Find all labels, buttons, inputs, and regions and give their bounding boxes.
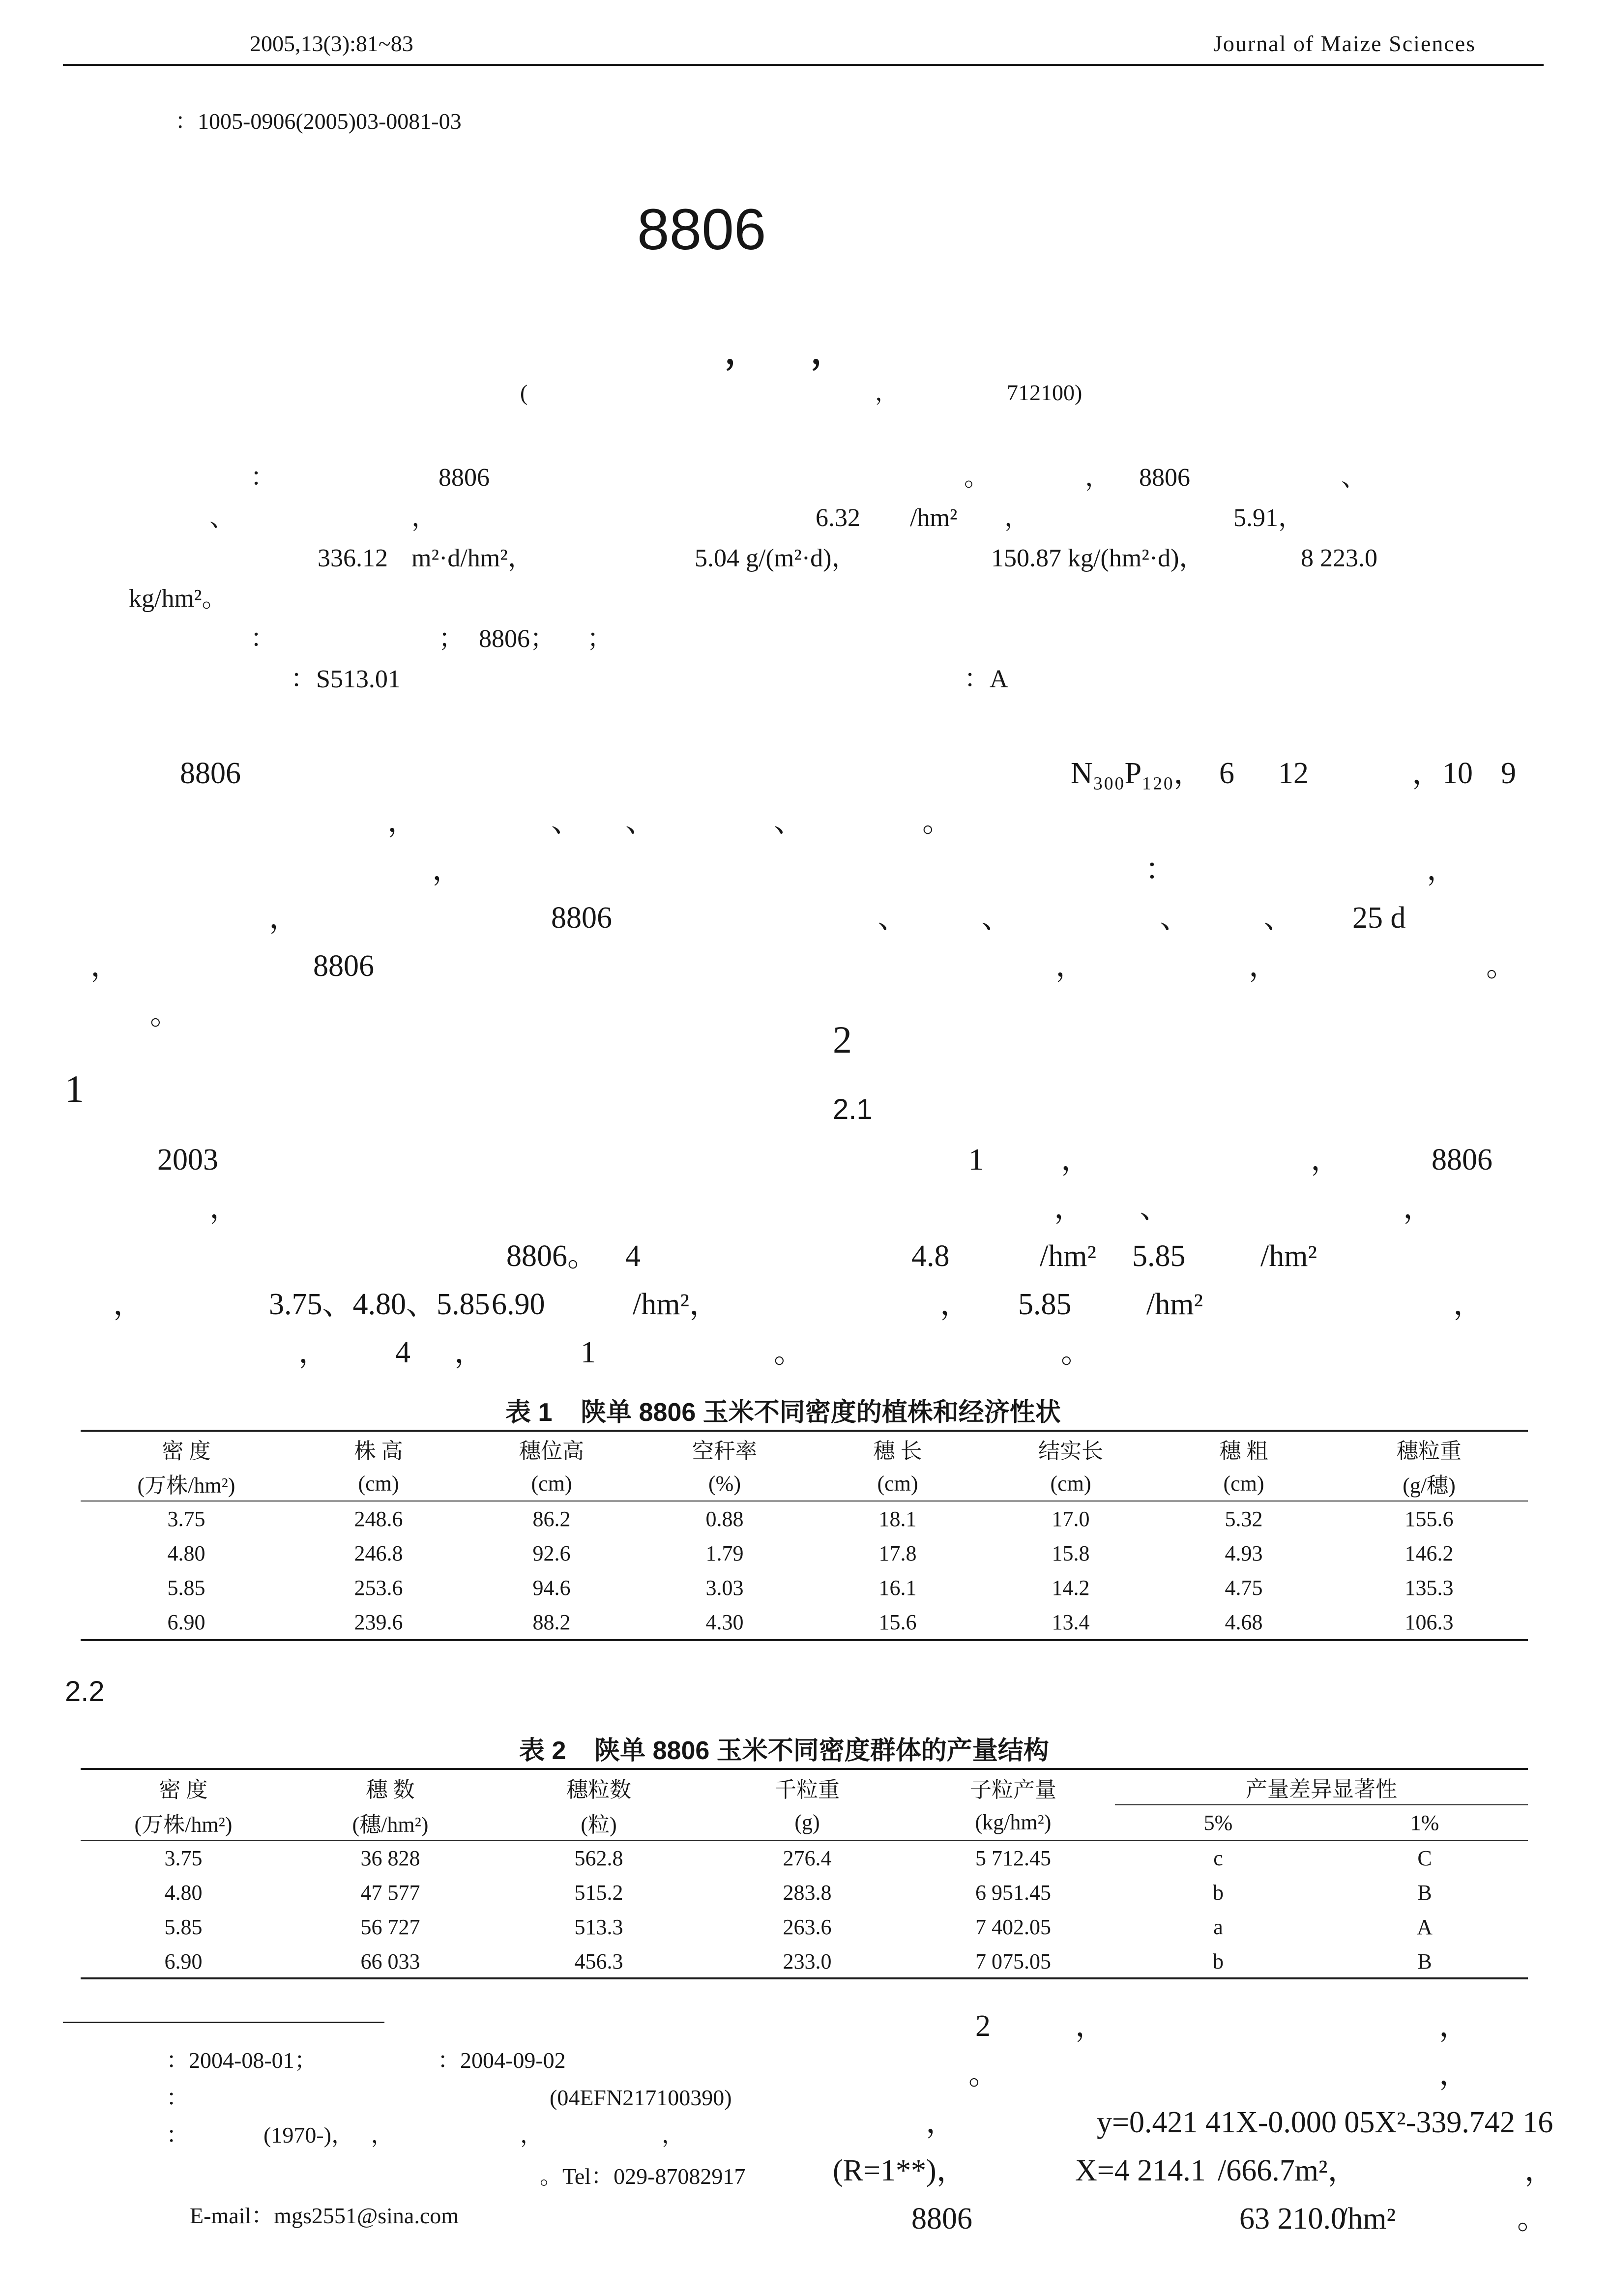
t1-u-plant-height: (cm): [358, 1471, 399, 1496]
text-fragment: 25 d: [1352, 901, 1406, 935]
table-cell: 4.75: [1225, 1575, 1263, 1600]
text-fragment: ；: [439, 625, 465, 653]
footnote-received: ：2004-08-01；: [166, 2048, 317, 2073]
table-cell: 283.8: [783, 1880, 832, 1905]
table-1-row: [81, 1605, 1528, 1639]
text-fragment: ，10: [1412, 757, 1473, 790]
t1-h-barren-rate: 空秆率: [692, 1439, 757, 1463]
text-fragment: 、: [981, 901, 1012, 935]
text-fragment: 、: [878, 901, 908, 935]
text-fragment: 、: [209, 504, 235, 532]
t2-u-yield: (kg/hm²): [975, 1810, 1052, 1834]
text-fragment: 8 223.0: [1301, 544, 1377, 572]
paper-title: 8806: [637, 197, 766, 262]
text-fragment: 6.32: [816, 504, 860, 532]
text-fragment: ，: [1311, 1143, 1342, 1177]
table-2-body: [81, 1840, 1528, 1978]
t2-u-density: (万株/hm²): [134, 1812, 233, 1837]
text-fragment: kg/hm²。: [129, 585, 228, 613]
t2-h-kernels: 穗粒数: [566, 1777, 631, 1802]
table-cell: 5.85: [164, 1914, 203, 1939]
table-cell: 6.90: [167, 1610, 205, 1634]
table-cell: 16.1: [878, 1575, 917, 1600]
text-fragment: 5.85: [1132, 1239, 1186, 1273]
affiliation-open: (: [520, 380, 528, 405]
text-fragment: 5.91，: [1233, 504, 1304, 532]
table-cell: C: [1417, 1846, 1432, 1870]
footnote-bio: (1970-)， ，: [263, 2122, 394, 2148]
author-list: ， ，: [725, 333, 845, 371]
text-fragment: /666.7m²，: [1218, 2154, 1358, 2187]
text-fragment: 。: [774, 1336, 805, 1369]
table-cell: 56 727: [360, 1914, 420, 1939]
text-fragment: ，: [1075, 2009, 1106, 2043]
table-cell: 5.32: [1225, 1506, 1263, 1531]
t2-h-significance: 产量差异显著性: [1115, 1770, 1528, 1805]
t1-h-density: 密 度: [162, 1439, 211, 1463]
table-2-caption: 表 2 陕单 8806 玉米不同密度群体的产量结构: [519, 1737, 1049, 1765]
text-fragment: 。: [968, 2058, 999, 2091]
t1-h-ear-height: 穗位高: [519, 1439, 584, 1463]
table-cell: 562.8: [574, 1846, 623, 1870]
text-fragment: ，: [1439, 2058, 1470, 2091]
table-cell: 239.6: [354, 1610, 403, 1634]
section-2-heading: 2: [833, 1018, 852, 1061]
text-fragment: ：: [250, 464, 276, 492]
footnote-bio-comma-2: ，: [662, 2122, 684, 2148]
text-fragment: ，: [1004, 504, 1030, 532]
text-fragment: ，: [1085, 464, 1111, 492]
table-cell: 94.6: [532, 1575, 571, 1600]
table-cell: 3.03: [705, 1575, 744, 1600]
text-fragment: ；: [587, 625, 613, 653]
table-cell: 88.2: [532, 1610, 571, 1634]
text-fragment: 3.75、4.80、5.85: [269, 1288, 490, 1321]
text-fragment: 、: [1160, 901, 1191, 935]
text-fragment: /hm²: [1260, 1239, 1317, 1273]
table-cell: 246.8: [354, 1541, 403, 1565]
text-fragment: ，: [1061, 1143, 1092, 1177]
table-2-header: [81, 1770, 1528, 1840]
text-fragment: ：S513.01: [291, 665, 401, 693]
table-2-bottom-rule: [81, 1977, 1528, 1979]
footnote-fund-colon: ：: [166, 2085, 189, 2110]
footnote-rule: [63, 2022, 384, 2023]
table-2-header-row-1: [81, 1770, 1528, 1805]
table-cell: 86.2: [532, 1506, 571, 1531]
table-2-row: [81, 1910, 1528, 1944]
footnote-tel: 。Tel：029-87082917: [540, 2164, 746, 2189]
text-fragment: ，: [387, 805, 418, 838]
text-fragment: /hm²: [1339, 2202, 1396, 2236]
table-1-caption: 表 1 陕单 8806 玉米不同密度的植株和经济性状: [505, 1398, 1061, 1427]
text-fragment: ，: [926, 2106, 957, 2139]
text-fragment: ，: [411, 504, 438, 532]
table-cell: 36 828: [360, 1846, 420, 1870]
table-2-row: [81, 1840, 1528, 1875]
text-fragment: 4: [625, 1239, 641, 1273]
text-fragment: 5.85: [1018, 1288, 1072, 1321]
table-cell: 146.2: [1404, 1541, 1454, 1565]
table-cell: 7 075.05: [975, 1949, 1051, 1973]
text-fragment: y=0.421 41X-0.000 05X²-339.742 16: [1097, 2106, 1553, 2139]
text-fragment: ，: [1427, 853, 1458, 886]
text-fragment: 2: [975, 2009, 991, 2043]
table-cell: 3.75: [167, 1506, 205, 1531]
table-cell: 17.8: [878, 1541, 917, 1565]
table-cell: B: [1417, 1880, 1432, 1905]
text-fragment: 8806: [551, 901, 612, 935]
text-fragment: 。: [922, 805, 953, 838]
text-fragment: 8806: [911, 2202, 972, 2236]
text-fragment: 。: [1061, 1336, 1092, 1369]
text-fragment: /hm²: [1040, 1239, 1097, 1273]
t1-u-density: (万株/hm²): [137, 1473, 235, 1498]
text-fragment: 1: [968, 1143, 984, 1177]
table-cell: 47 577: [360, 1880, 420, 1905]
text-fragment: ：: [1145, 853, 1176, 886]
t2-h-yield: 子粒产量: [970, 1777, 1056, 1802]
table-cell: a: [1213, 1914, 1223, 1939]
table-cell: 1.79: [705, 1541, 744, 1565]
table-1-row: [81, 1536, 1528, 1570]
table-cell: 3.75: [164, 1846, 203, 1870]
text-fragment: ，: [209, 1191, 240, 1225]
t2-u-kgw: (g): [794, 1810, 820, 1834]
t1-u-grain-weight: (g/穗): [1403, 1473, 1456, 1498]
text-fragment: ，: [454, 1336, 485, 1369]
table-cell: 92.6: [532, 1541, 571, 1565]
footnote-bio-comma-1: ，: [520, 2122, 543, 2148]
text-fragment: 8806: [1139, 464, 1190, 492]
table-cell: A: [1417, 1914, 1433, 1939]
t2-h-ears: 穗 数: [366, 1777, 415, 1802]
text-fragment: 63 210.0: [1239, 2202, 1346, 2236]
text-fragment: ，: [1249, 949, 1280, 983]
text-fragment: 、: [625, 805, 656, 838]
t2-u-kernels: (粒): [581, 1812, 617, 1837]
text-fragment: ，: [269, 901, 300, 935]
table-cell: 4.80: [167, 1541, 205, 1565]
text-fragment: ，: [1055, 949, 1086, 983]
table-cell: 456.3: [574, 1949, 623, 1973]
table-2-row: [81, 1944, 1528, 1978]
footnote-email: E-mail：mgs2551@sina.com: [190, 2203, 459, 2228]
table-cell: 4.93: [1225, 1541, 1263, 1565]
table-cell: 5.85: [167, 1575, 205, 1600]
table-cell: 4.30: [705, 1610, 744, 1634]
table-cell: 17.0: [1052, 1506, 1090, 1531]
table-cell: B: [1417, 1949, 1432, 1973]
section-2-1-heading: 2.1: [833, 1093, 873, 1125]
text-fragment: 。: [964, 464, 990, 492]
table-cell: 5 712.45: [975, 1846, 1051, 1870]
table-cell: 515.2: [574, 1880, 623, 1905]
text-fragment: 6: [1219, 757, 1234, 790]
text-fragment: 8806: [313, 949, 374, 983]
text-fragment: ，: [113, 1288, 144, 1321]
table-cell: 248.6: [354, 1506, 403, 1531]
text-fragment: 336.12: [318, 544, 388, 572]
text-fragment: 12: [1278, 757, 1309, 790]
text-fragment: 8806: [439, 464, 490, 492]
table-cell: 14.2: [1052, 1575, 1090, 1600]
text-fragment: /hm²: [1146, 1288, 1203, 1321]
section-1-heading: 1: [65, 1067, 84, 1110]
table-cell: 0.88: [705, 1506, 744, 1531]
text-fragment: ，: [1524, 2154, 1555, 2187]
text-fragment: 、: [1140, 1191, 1170, 1225]
section-2-2-heading: 2.2: [65, 1676, 105, 1707]
t2-h-kgw: 千粒重: [775, 1777, 840, 1802]
text-fragment: 。: [1486, 949, 1517, 983]
text-fragment: ，: [432, 853, 463, 886]
header-rule: [63, 64, 1544, 66]
t2-h-sig-5: 5%: [1203, 1810, 1233, 1835]
text-fragment: 、: [1263, 901, 1294, 935]
table-cell: 66 033: [360, 1949, 420, 1973]
text-fragment: 150.87 kg/(hm²·d)，: [991, 544, 1205, 572]
text-fragment: ，: [1453, 1288, 1484, 1321]
table-cell: 253.6: [354, 1575, 403, 1600]
t1-u-ear-diameter: (cm): [1223, 1471, 1264, 1496]
text-fragment: 、: [1341, 464, 1367, 492]
text-fragment: 8806。: [506, 1239, 598, 1273]
text-fragment: 、: [774, 805, 805, 838]
table-cell: 18.1: [878, 1506, 917, 1531]
table-2-row: [81, 1875, 1528, 1910]
text-fragment: ，: [940, 1288, 971, 1321]
table-cell: 135.3: [1404, 1575, 1454, 1600]
text-fragment: 6.90: [492, 1288, 545, 1321]
table-cell: 155.6: [1404, 1506, 1454, 1531]
text-fragment: m²·d/hm²，: [411, 544, 533, 572]
table-cell: b: [1213, 1880, 1224, 1905]
t1-u-ear-length: (cm): [877, 1471, 918, 1496]
table-cell: 15.8: [1052, 1541, 1090, 1565]
table-1-row: [81, 1501, 1528, 1536]
t1-h-grain-weight: 穗粒重: [1397, 1439, 1462, 1463]
t1-h-plant-height: 株 高: [354, 1439, 403, 1463]
affiliation-postcode: 712100): [1007, 380, 1082, 405]
footnote-fund: (04EFN217100390): [550, 2085, 732, 2110]
table-1-body: [81, 1501, 1528, 1639]
text-fragment: (R=1**)，: [833, 2154, 967, 2187]
running-citation: 2005,13(3):81~83: [250, 31, 413, 56]
table-cell: 106.3: [1404, 1610, 1454, 1634]
table-cell: 263.6: [783, 1914, 832, 1939]
table-1-header-row-1: [81, 1432, 1528, 1466]
t1-u-barren-rate: (%): [708, 1471, 741, 1496]
t1-u-kernel-length: (cm): [1050, 1471, 1091, 1496]
table-2-header-row-2: [81, 1805, 1528, 1840]
table-2: [81, 1770, 1528, 1978]
footnote-bio-colon: ：: [166, 2122, 189, 2148]
t2-u-ears: (穗/hm²): [352, 1812, 429, 1837]
text-fragment: 8806: [180, 757, 241, 790]
text-fragment: 。: [1517, 2202, 1548, 2236]
table-cell: 513.3: [574, 1914, 623, 1939]
table-1-bottom-rule: [81, 1639, 1528, 1641]
text-fragment: ，: [298, 1336, 329, 1369]
text-fragment: 8806: [1432, 1143, 1492, 1177]
table-cell: 6.90: [164, 1949, 203, 1973]
table-cell: 6 951.45: [975, 1880, 1051, 1905]
text-fragment: 、: [551, 805, 582, 838]
table-cell: 4.68: [1225, 1610, 1263, 1634]
text-fragment: 9: [1501, 757, 1516, 790]
text-fragment: 5.04 g/(m²·d)，: [695, 544, 857, 572]
article-id: ：1005-0906(2005)03-0081-03: [175, 109, 462, 134]
text-fragment: /hm²: [910, 504, 958, 532]
table-cell: c: [1213, 1846, 1223, 1870]
t1-h-ear-diameter: 穗 粗: [1219, 1439, 1268, 1463]
text-fragment: 4.8: [911, 1239, 950, 1273]
text-fragment: 。: [150, 998, 181, 1031]
text-fragment: 4: [395, 1336, 410, 1369]
t2-h-sig-1: 1%: [1410, 1810, 1439, 1835]
text-fragment: 8806；: [479, 625, 556, 653]
table-cell: 276.4: [783, 1846, 832, 1870]
footnote-revised: ：2004-09-02: [438, 2048, 566, 2073]
table-cell: 15.6: [878, 1610, 917, 1634]
text-fragment: ，: [90, 949, 121, 983]
text-fragment: ，: [1054, 1191, 1085, 1225]
text-fragment: ：: [250, 625, 276, 653]
table-cell: b: [1213, 1949, 1224, 1973]
t1-u-ear-height: (cm): [531, 1471, 572, 1496]
text-fragment: N₃₀₀P₁₂₀，: [1071, 757, 1204, 790]
t2-h-density: 密 度: [159, 1777, 208, 1802]
affiliation-comma: ，: [875, 380, 898, 405]
t1-h-kernel-length: 结实长: [1038, 1439, 1103, 1463]
table-1-header-row-2: [81, 1466, 1528, 1501]
text-fragment: ：A: [964, 665, 1008, 693]
table-1-row: [81, 1570, 1528, 1605]
text-fragment: ，: [1439, 2009, 1470, 2043]
table-cell: 233.0: [783, 1949, 832, 1973]
table-1-header: [81, 1432, 1528, 1501]
text-fragment: 1: [581, 1336, 596, 1369]
journal-name: Journal of Maize Sciences: [1213, 31, 1476, 56]
text-fragment: X=4 214.1: [1075, 2154, 1206, 2187]
t1-h-ear-length: 穗 长: [873, 1439, 922, 1463]
text-fragment: /hm²，: [633, 1288, 720, 1321]
table-cell: 13.4: [1052, 1610, 1090, 1634]
table-cell: 4.80: [164, 1880, 203, 1905]
text-fragment: ，: [1403, 1191, 1434, 1225]
table-cell: 7 402.05: [975, 1914, 1051, 1939]
table-1: [81, 1432, 1528, 1639]
text-fragment: 2003: [157, 1143, 218, 1177]
